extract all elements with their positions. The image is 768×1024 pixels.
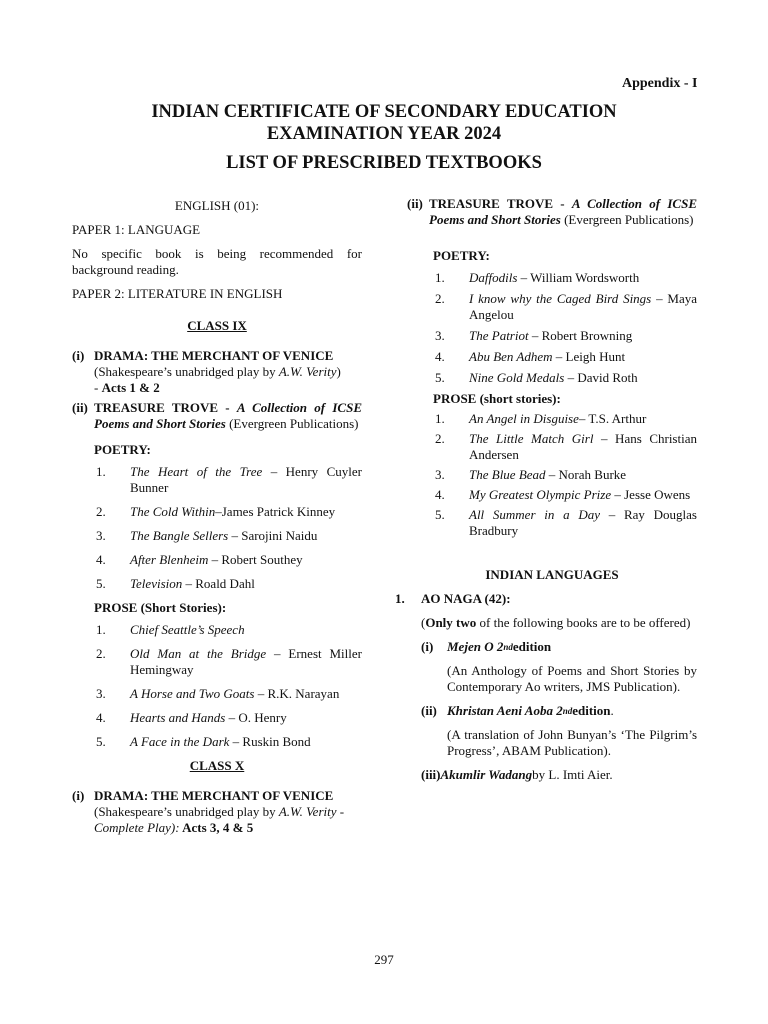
left-column [72,198,362,836]
list-item-number: 2. [96,504,106,519]
book-3-heading: (iii) Akumlir Wadang by L. Imti Aier. [421,767,613,782]
list-item [433,328,697,344]
paper1-text: No specific book is being recommended for background reading. [72,246,362,277]
prose-heading: PROSE (short stories): [433,391,561,406]
poetry-heading: POETRY: [433,248,490,263]
work-title: A Horse and Two Goats [130,686,255,701]
work-author: – David Roth [564,370,638,385]
work-title: An Angel in Disguise [469,411,579,426]
work-title: Chief Seattle’s Speech [130,622,245,637]
paper1-heading: PAPER 1: LANGUAGE [72,222,201,237]
drama-ix-acts: Acts 1 & 2 [101,380,160,395]
drama-ix-item: (i) DRAMA: THE MERCHANT OF VENICE (Shakespeare’s unabridged play by A.W. Verity) - Acts 1 & 2 [72,348,362,396]
list-item [94,646,362,678]
list-item-number: 3. [96,528,106,543]
drama-ix-detail: (Shakespeare’s unabridged play by A.W. Verity) [94,364,341,379]
item-number: (i) [72,788,85,803]
work-author: – Henry Cuyler Bunner [130,464,362,495]
list-item-number: 4. [96,552,106,567]
list-item [433,411,697,427]
list-item-number: 1. [435,270,445,285]
document-subtitle: LIST OF PRESCRIBED TEXTBOOKS [226,153,542,173]
ao-naga-heading: 1. AO NAGA (42): [395,591,511,606]
list-item-number: 5. [435,507,445,522]
book-2-heading: (ii) Khristan Aeni Aoba 2 nd edition . [421,703,614,718]
work-author: – Robert Browning [528,328,633,343]
list-item [94,734,362,750]
drama-x-title: DRAMA: THE MERCHANT OF VENICE [94,788,334,803]
list-item-number: 4. [96,710,106,725]
work-title: I know why the Caged Bird Sings [469,291,652,306]
list-item-number: 3. [96,686,106,701]
item-number: (i) [72,348,85,363]
list-item [94,622,362,638]
appendix-label: Appendix - I [622,76,698,91]
prose-heading: PROSE (Short Stories): [94,600,227,615]
list-item-number: 1. [96,464,106,479]
list-item [433,487,697,503]
list-item [433,270,697,286]
work-title: The Patriot [469,328,529,343]
book-1-description: (An Anthology of Poems and Short Stories by Contemporary Ao writers, JMS Publication). [447,663,697,694]
work-author: – William Wordsworth [517,270,640,285]
book-2-description: (A translation of John Bunyan’s ‘The Pilgrim’s Progress’, ABAM Publication). [447,727,697,758]
list-item [433,507,697,539]
work-author: – Leigh Hunt [552,349,626,364]
work-author: – O. Henry [225,710,287,725]
work-author: – Sarojini Naidu [228,528,318,543]
poetry-list [72,464,362,592]
drama-x-detail: (Shakespeare’s unabridged play by A.W. Verity - Complete Play): Acts 3, 4 & 5 [94,804,345,835]
class-x-heading: CLASS X [189,758,245,773]
document-title-line1: INDIAN CERTIFICATE OF SECONDARY EDUCATION [151,102,617,122]
drama-x-item [72,788,362,836]
work-title: Nine Gold Medals [469,370,565,385]
list-item [433,370,697,386]
work-author: –James Patrick Kinney [215,504,336,519]
list-item [94,464,362,496]
english-heading: ENGLISH (01): [174,198,260,213]
work-author: – Robert Southey [208,552,303,567]
list-item-number: 3. [435,467,445,482]
list-item-number: 4. [435,487,445,502]
list-item-number: 3. [435,328,445,343]
work-author: – Roald Dahl [182,576,255,591]
work-title: All Summer in a Day [469,507,600,522]
work-author: – Ruskin Bond [229,734,311,749]
prose-list [72,622,362,750]
work-title: A Face in the Dark [130,734,230,749]
work-author: – Norah Burke [545,467,627,482]
poetry-heading: POETRY: [94,442,151,457]
treasure-trove-item: (ii) TREASURE TROVE - A Collection of ICSE Poems and Short Stories (Evergreen Publications) [407,196,697,227]
work-title: The Heart of the Tree [130,464,263,479]
class-ix-heading: CLASS IX [187,318,247,333]
work-title: After Blenheim [130,552,209,567]
list-item [433,349,697,365]
list-item-number: 2. [96,646,106,661]
work-author: – Jesse Owens [611,487,691,502]
document-title-line2: EXAMINATION YEAR 2024 [266,124,502,144]
paper2-heading: PAPER 2: LITERATURE IN ENGLISH [72,286,283,301]
list-item-number: 1. [96,622,106,637]
list-item [433,467,697,483]
list-item-number: 5. [435,370,445,385]
list-item [433,431,697,463]
work-title: The Cold Within [130,504,216,519]
list-item [94,710,362,726]
treasure-trove-item: (ii) TREASURE TROVE - A Collection of ICSE Poems and Short Stories (Evergreen Publications) [72,400,362,431]
list-item [94,528,362,544]
ao-naga-instruction: (Only two of the following books are to be offered) [421,615,691,630]
drama-x-acts: Acts 3, 4 & 5 [179,820,254,835]
work-author: – R.K. Narayan [254,686,340,701]
list-item-number: 5. [96,734,106,749]
work-title: The Bangle Sellers [130,528,229,543]
list-item [94,576,362,592]
right-column [395,196,697,783]
work-title: Old Man at the Bridge [130,646,267,661]
work-title: Hearts and Hands [130,710,226,725]
list-item-number: 2. [435,431,445,446]
work-title: My Greatest Olympic Prize [469,487,612,502]
list-item-number: 5. [96,576,106,591]
list-item [433,291,697,323]
item-number: (ii) [407,196,423,211]
list-item [94,552,362,568]
work-author: – T.S. Arthur [578,411,647,426]
list-item-number: 1. [435,411,445,426]
poetry-list [407,270,697,386]
work-title: Daffodils [469,270,518,285]
page-number: 297 [374,952,394,967]
work-title: Television [130,576,183,591]
work-author: – Maya Angelou [469,291,697,322]
work-author: – Ernest Miller Hemingway [130,646,362,677]
book-1-heading: (i) Mejen O 2 nd edition [421,639,552,654]
work-title: Abu Ben Adhem [469,349,553,364]
list-item-number: 4. [435,349,445,364]
work-author: – Ray Douglas Bradbury [469,507,697,538]
indian-languages-heading: INDIAN LANGUAGES [485,567,619,582]
prose-list [407,411,697,539]
work-author: – Hans Christian Andersen [469,431,697,462]
work-title: The Blue Bead [469,467,546,482]
list-item-number: 2. [435,291,445,306]
drama-ix-title: DRAMA: THE MERCHANT OF VENICE [94,348,334,363]
item-number: (ii) [72,400,88,415]
list-item [94,504,362,520]
list-item [94,686,362,702]
work-title: The Little Match Girl [469,431,594,446]
